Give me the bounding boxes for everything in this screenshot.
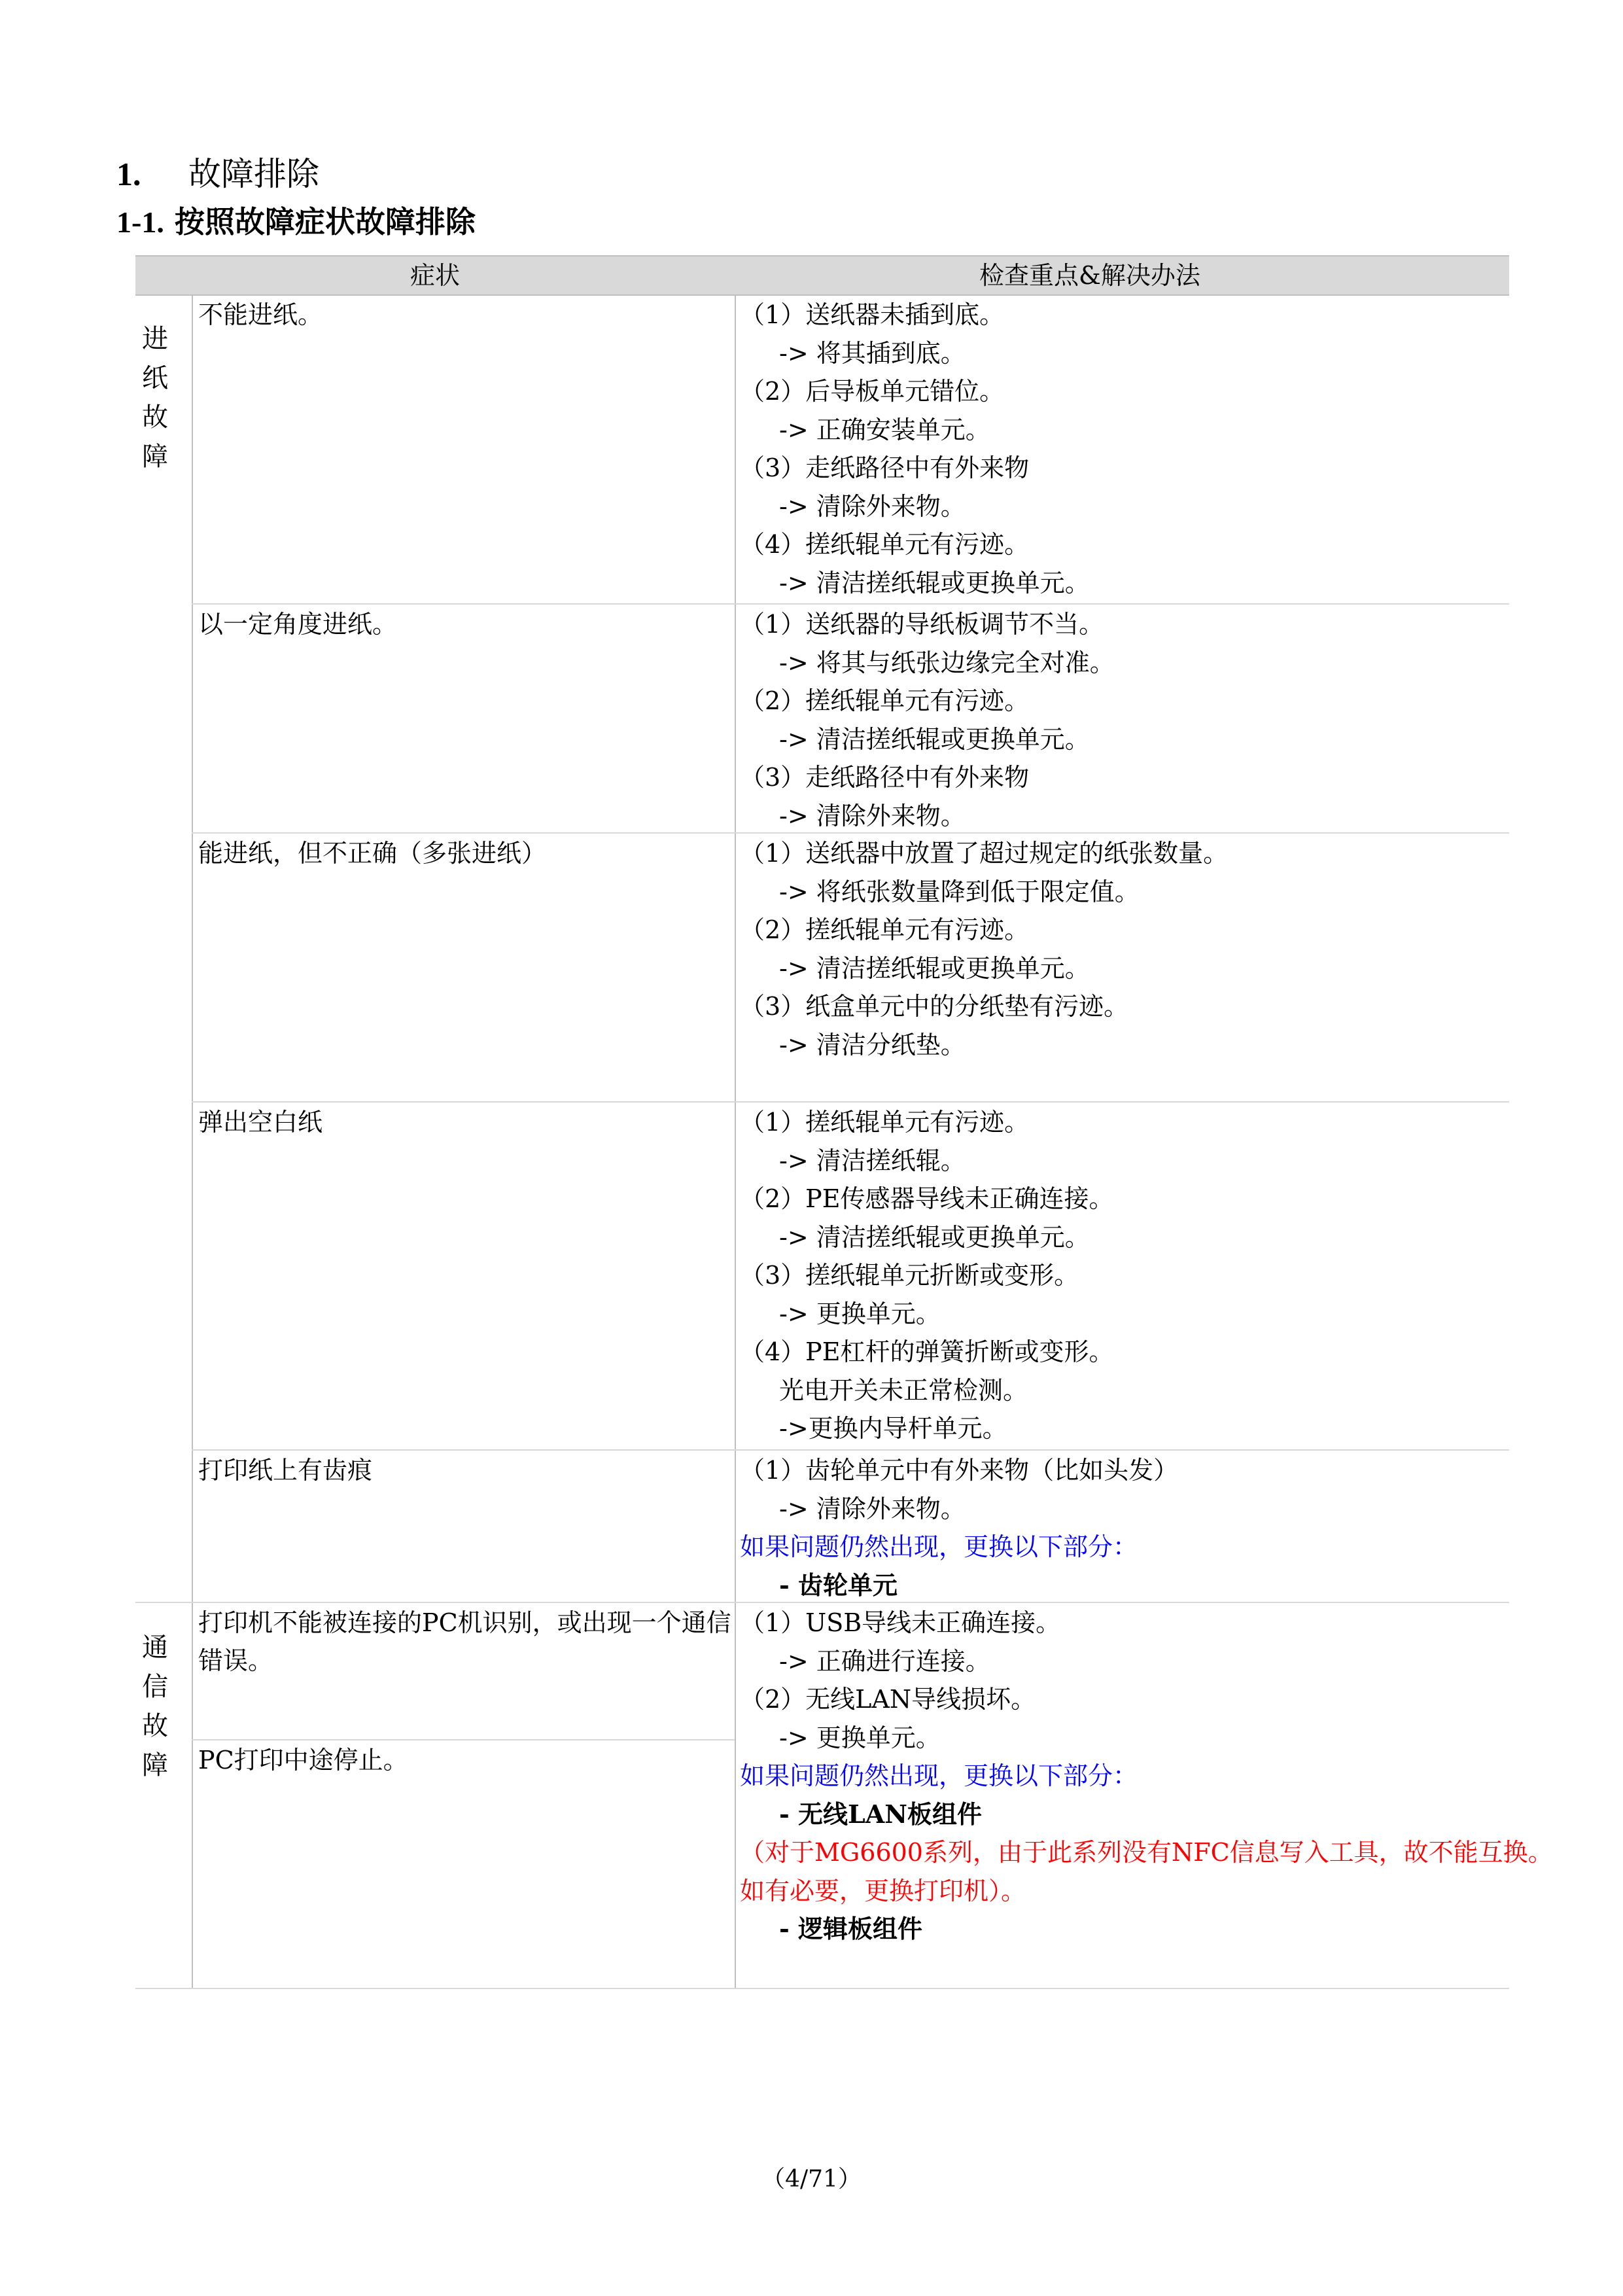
solution-line: （1）送纸器中放置了超过规定的纸张数量。 (740, 839, 1229, 868)
row-divider (192, 603, 1509, 605)
solution-line: （2）后导板单元错位。 (740, 377, 1005, 406)
category-char: 故 (142, 402, 168, 433)
solution-line: - 齿轮单元 (779, 1570, 898, 1600)
table-header (135, 255, 1509, 296)
solution-line: -> 清洁搓纸辊或更换单元。 (779, 953, 1090, 983)
solution-line: - 无线LAN板组件 (779, 1799, 982, 1829)
symptom-cell: 不能进纸。 (198, 300, 323, 329)
section-heading (116, 154, 319, 194)
solution-line: -> 正确进行连接。 (779, 1646, 990, 1676)
solution-line: - 逻辑板组件 (779, 1914, 923, 1943)
solution-cell (740, 296, 1090, 602)
row-divider (192, 1449, 1509, 1451)
column-divider (735, 294, 736, 1988)
solution-line: （2）PE传感器导线未正确连接。 (740, 1184, 1114, 1213)
solution-line: （1）USB导线未正确连接。 (740, 1608, 1061, 1637)
solution-line: （2）无线LAN导线损坏。 (740, 1685, 1036, 1714)
solution-line: （1）搓纸辊单元有污迹。 (740, 1108, 1030, 1137)
category-char: 进 (142, 324, 168, 354)
section-title: 故障排除 (188, 155, 319, 193)
row-divider (192, 1101, 1509, 1103)
page-number: （4/71） (761, 2166, 862, 2193)
category-paper-feed (135, 319, 175, 476)
solution-line: （2）搓纸辊单元有污迹。 (740, 686, 1030, 715)
symptom-cell: 打印机不能被连接的PC机识别，或出现一个通信错误。 (198, 1608, 731, 1675)
solution-line: -> 清洁搓纸辊或更换单元。 (779, 1222, 1090, 1252)
table-bottom-rule (135, 1988, 1509, 1989)
solution-line: （1）送纸器未插到底。 (740, 300, 1005, 329)
solution-cell (740, 1103, 1114, 1448)
solution-cell (740, 834, 1228, 1064)
column-divider (192, 294, 193, 1988)
row-divider (192, 1739, 735, 1740)
solution-line: -> 清洁搓纸辊或更换单元。 (779, 568, 1090, 597)
solution-line: -> 更换单元。 (779, 1299, 941, 1328)
solution-line: （1）齿轮单元中有外来物（比如头发） (740, 1456, 1179, 1485)
solution-line: -> 将其插到底。 (779, 338, 966, 368)
solution-cell (740, 1604, 1553, 1949)
solution-line: （3）纸盒单元中的分纸垫有污迹。 (740, 992, 1129, 1021)
category-char: 信 (142, 1672, 168, 1702)
category-char: 通 (142, 1633, 168, 1663)
solution-line: 光电开关未正常检测。 (779, 1375, 1028, 1405)
solution-cell (740, 605, 1115, 835)
solution-line: -> 清洁分纸垫。 (779, 1030, 966, 1059)
category-char: 纸 (142, 363, 168, 393)
category-char: 故 (142, 1711, 168, 1741)
solution-line: （3）搓纸辊单元折断或变形。 (740, 1261, 1079, 1290)
solution-line: -> 正确安装单元。 (779, 415, 990, 444)
solution-line: -> 更换单元。 (779, 1723, 941, 1752)
solution-line: （3）走纸路径中有外来物 (740, 453, 1030, 482)
solution-line: -> 清除外来物。 (779, 801, 966, 830)
solution-line: 如果问题仍然出现，更换以下部分： (740, 1761, 1138, 1790)
solution-line: （4）PE杠杆的弹簧折断或变形。 (740, 1337, 1114, 1366)
solution-line: （1）送纸器的导纸板调节不当。 (740, 610, 1104, 639)
category-communication (135, 1628, 175, 1785)
category-char: 障 (142, 1750, 168, 1780)
solution-line: （3）走纸路径中有外来物 (740, 763, 1030, 792)
solution-line: -> 清洁搓纸辊。 (779, 1146, 966, 1175)
symptom-cell: 打印纸上有齿痕 (198, 1456, 373, 1485)
solution-line: （对于MG6600系列，由于此系列没有NFC信息写入工具，故不能互换。 (740, 1838, 1553, 1867)
solution-line: -> 将纸张数量降到低于限定值。 (779, 877, 1140, 906)
symptom-cell: PC打印中途停止。 (198, 1746, 408, 1775)
solution-line: （2）搓纸辊单元有污迹。 (740, 915, 1030, 944)
symptom-cell: 能进纸，但不正确（多张进纸） (198, 839, 547, 868)
subsection-number: 1-1. (116, 205, 164, 239)
solution-line: -> 清除外来物。 (779, 1494, 966, 1523)
solution-line: -> 清洁搓纸辊或更换单元。 (779, 724, 1090, 754)
solution-line: ->更换内导杆单元。 (779, 1414, 1007, 1443)
solution-line: 如有必要，更换打印机）。 (740, 1876, 1026, 1905)
solution-cell (740, 1451, 1178, 1604)
symptom-cell: 以一定角度进纸。 (198, 610, 398, 639)
solution-line: -> 将其与纸张边缘完全对准。 (779, 648, 1115, 677)
header-solution: 检查重点&解决办法 (979, 261, 1200, 290)
header-symptom: 症状 (410, 261, 461, 290)
category-char: 障 (142, 442, 168, 472)
symptom-cell: 弹出空白纸 (198, 1108, 323, 1137)
subsection-heading (116, 203, 476, 241)
solution-line: -> 清除外来物。 (779, 491, 966, 521)
solution-line: （4）搓纸辊单元有污迹。 (740, 530, 1030, 559)
section-number: 1. (116, 156, 141, 192)
subsection-title: 按照故障症状故障排除 (174, 204, 476, 239)
solution-line: 如果问题仍然出现，更换以下部分： (740, 1532, 1138, 1561)
